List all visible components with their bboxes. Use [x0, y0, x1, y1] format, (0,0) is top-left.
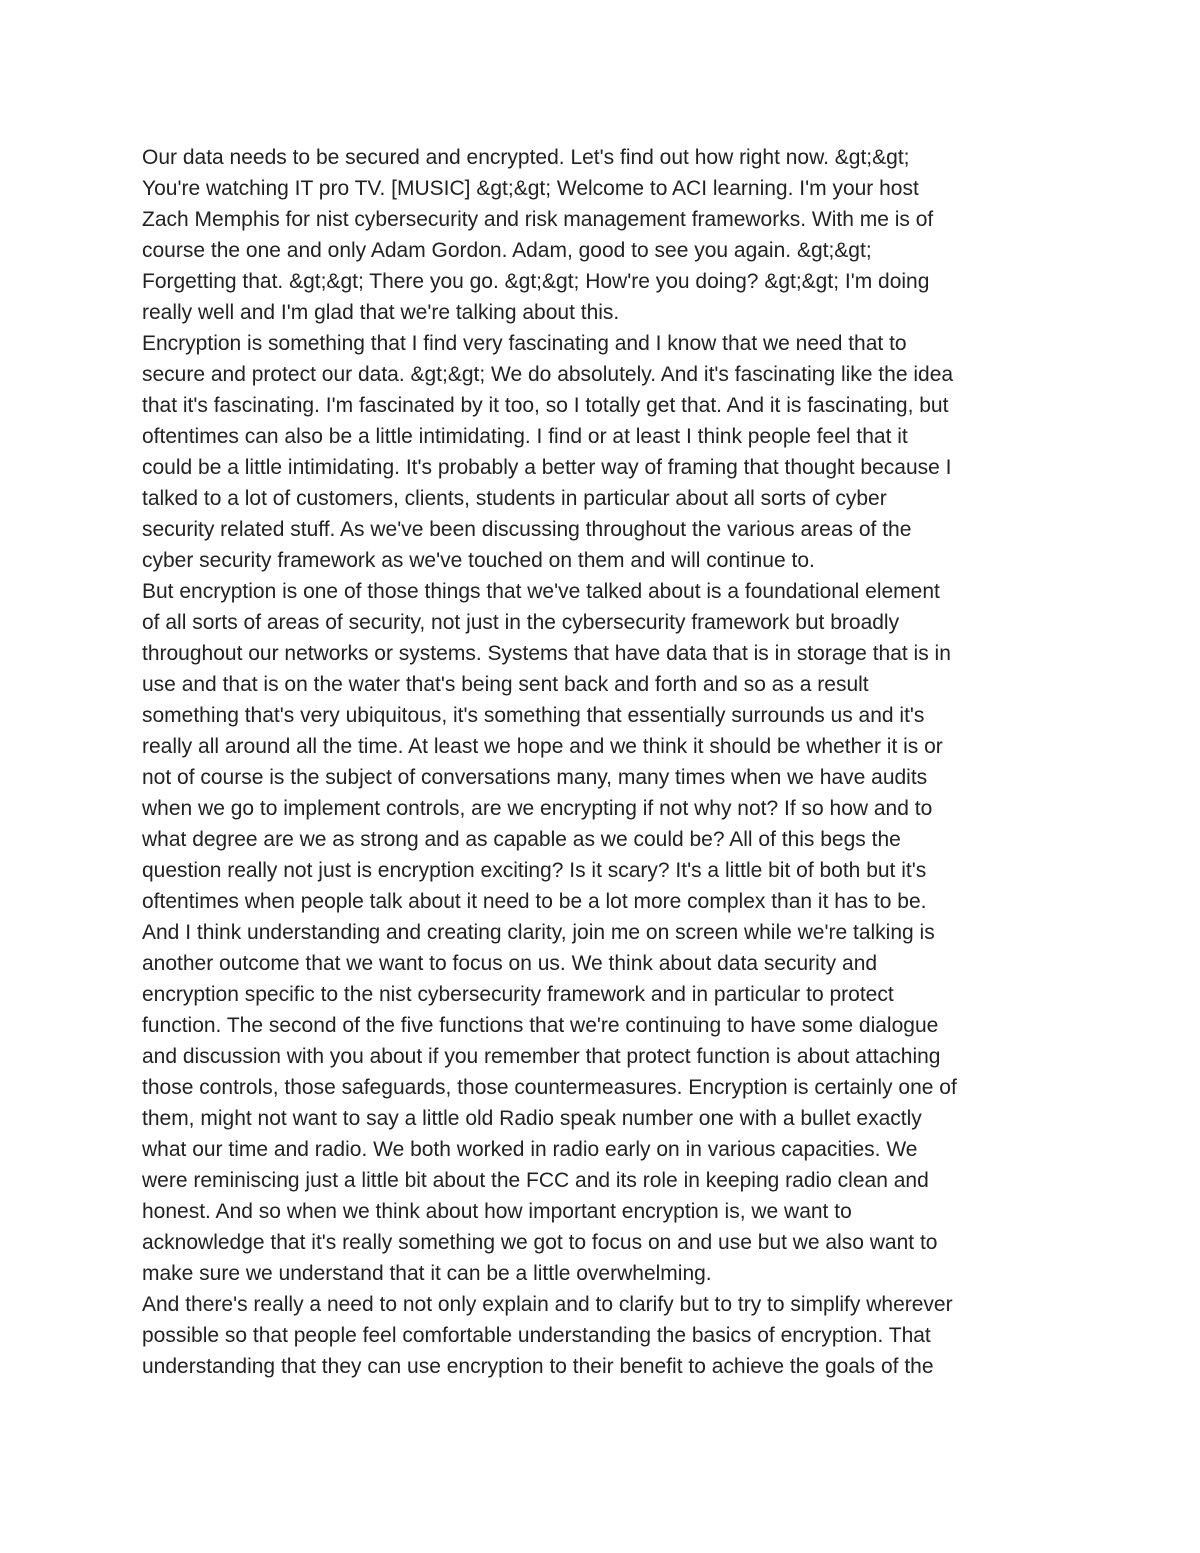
- text-line: acknowledge that it's really something we got to focus on and use but we also want to: [142, 1231, 938, 1254]
- text-line: And there's really a need to not only explain and to clarify but to try to simplify wherever: [142, 1293, 953, 1316]
- text-line: talked to a lot of customers, clients, students in particular about all sorts of cyber: [142, 487, 887, 510]
- text-line: what our time and radio. We both worked in radio early on in various capacities. We: [142, 1138, 918, 1161]
- text-line: that it's fascinating. I'm fascinated by it too, so I totally get that. And it is fascinating, but: [142, 394, 949, 417]
- text-line: honest. And so when we think about how important encryption is, we want to: [142, 1200, 852, 1223]
- text-line: question really not just is encryption exciting? Is it scary? It's a little bit of both but it's: [142, 859, 927, 882]
- text-line: when we go to implement controls, are we encrypting if not why not? If so how and to: [142, 797, 933, 820]
- transcript-text: [142, 142, 1062, 1382]
- text-line: oftentimes can also be a little intimidating. I find or at least I think people feel that it: [142, 425, 908, 448]
- text-line: throughout our networks or systems. Systems that have data that is in storage that is in: [142, 642, 951, 665]
- text-line: Zach Memphis for nist cybersecurity and risk management frameworks. With me is of: [142, 208, 934, 231]
- text-line: another outcome that we want to focus on us. We think about data security and: [142, 952, 878, 975]
- text-line: secure and protect our data. &gt;&gt; We do absolutely. And it's fascinating like the idea: [142, 363, 954, 386]
- text-line: really all around all the time. At least we hope and we think it should be whether it is or: [142, 735, 943, 758]
- text-line: make sure we understand that it can be a little overwhelming.: [142, 1262, 712, 1285]
- text-line: oftentimes when people talk about it need to be a lot more complex than it has to be.: [142, 890, 927, 913]
- text-line: understanding that they can use encryption to their benefit to achieve the goals of the: [142, 1355, 934, 1378]
- text-line: not of course is the subject of conversations many, many times when we have audits: [142, 766, 928, 789]
- text-line: really well and I'm glad that we're talking about this.: [142, 301, 620, 324]
- text-line: of all sorts of areas of security, not just in the cybersecurity framework but broadly: [142, 611, 900, 634]
- text-line: Encryption is something that I find very fascinating and I know that we need that to: [142, 332, 907, 355]
- text-line: cyber security framework as we've touched on them and will continue to.: [142, 549, 815, 572]
- text-line: You're watching IT pro TV. [MUSIC] &gt;&gt; Welcome to ACI learning. I'm your host: [142, 177, 919, 200]
- text-line: possible so that people feel comfortable understanding the basics of encryption. That: [142, 1324, 931, 1347]
- text-line: those controls, those safeguards, those countermeasures. Encryption is certainly one of: [142, 1076, 957, 1099]
- text-line: But encryption is one of those things that we've talked about is a foundational element: [142, 580, 940, 603]
- text-line: something that's very ubiquitous, it's something that essentially surrounds us and it's: [142, 704, 925, 727]
- text-line: encryption specific to the nist cybersecurity framework and in particular to protect: [142, 983, 894, 1006]
- text-line: and discussion with you about if you remember that protect function is about attaching: [142, 1045, 941, 1068]
- text-line: function. The second of the five functions that we're continuing to have some dialogue: [142, 1014, 939, 1037]
- text-line: them, might not want to say a little old Radio speak number one with a bullet exactly: [142, 1107, 922, 1130]
- text-line: security related stuff. As we've been discussing throughout the various areas of the: [142, 518, 912, 541]
- text-line: Forgetting that. &gt;&gt; There you go. &gt;&gt; How're you doing? &gt;&gt; I'm doing: [142, 270, 930, 293]
- text-line: use and that is on the water that's being sent back and forth and so as a result: [142, 673, 869, 696]
- text-line: what degree are we as strong and as capable as we could be? All of this begs the: [142, 828, 901, 851]
- text-line: Our data needs to be secured and encrypted. Let's find out how right now. &gt;&gt;: [142, 146, 910, 169]
- text-line: were reminiscing just a little bit about the FCC and its role in keeping radio clean and: [142, 1169, 929, 1192]
- text-line: could be a little intimidating. It's probably a better way of framing that thought because I: [142, 456, 952, 479]
- text-line: And I think understanding and creating clarity, join me on screen while we're talking is: [142, 921, 935, 944]
- text-line: course the one and only Adam Gordon. Adam, good to see you again. &gt;&gt;: [142, 239, 872, 262]
